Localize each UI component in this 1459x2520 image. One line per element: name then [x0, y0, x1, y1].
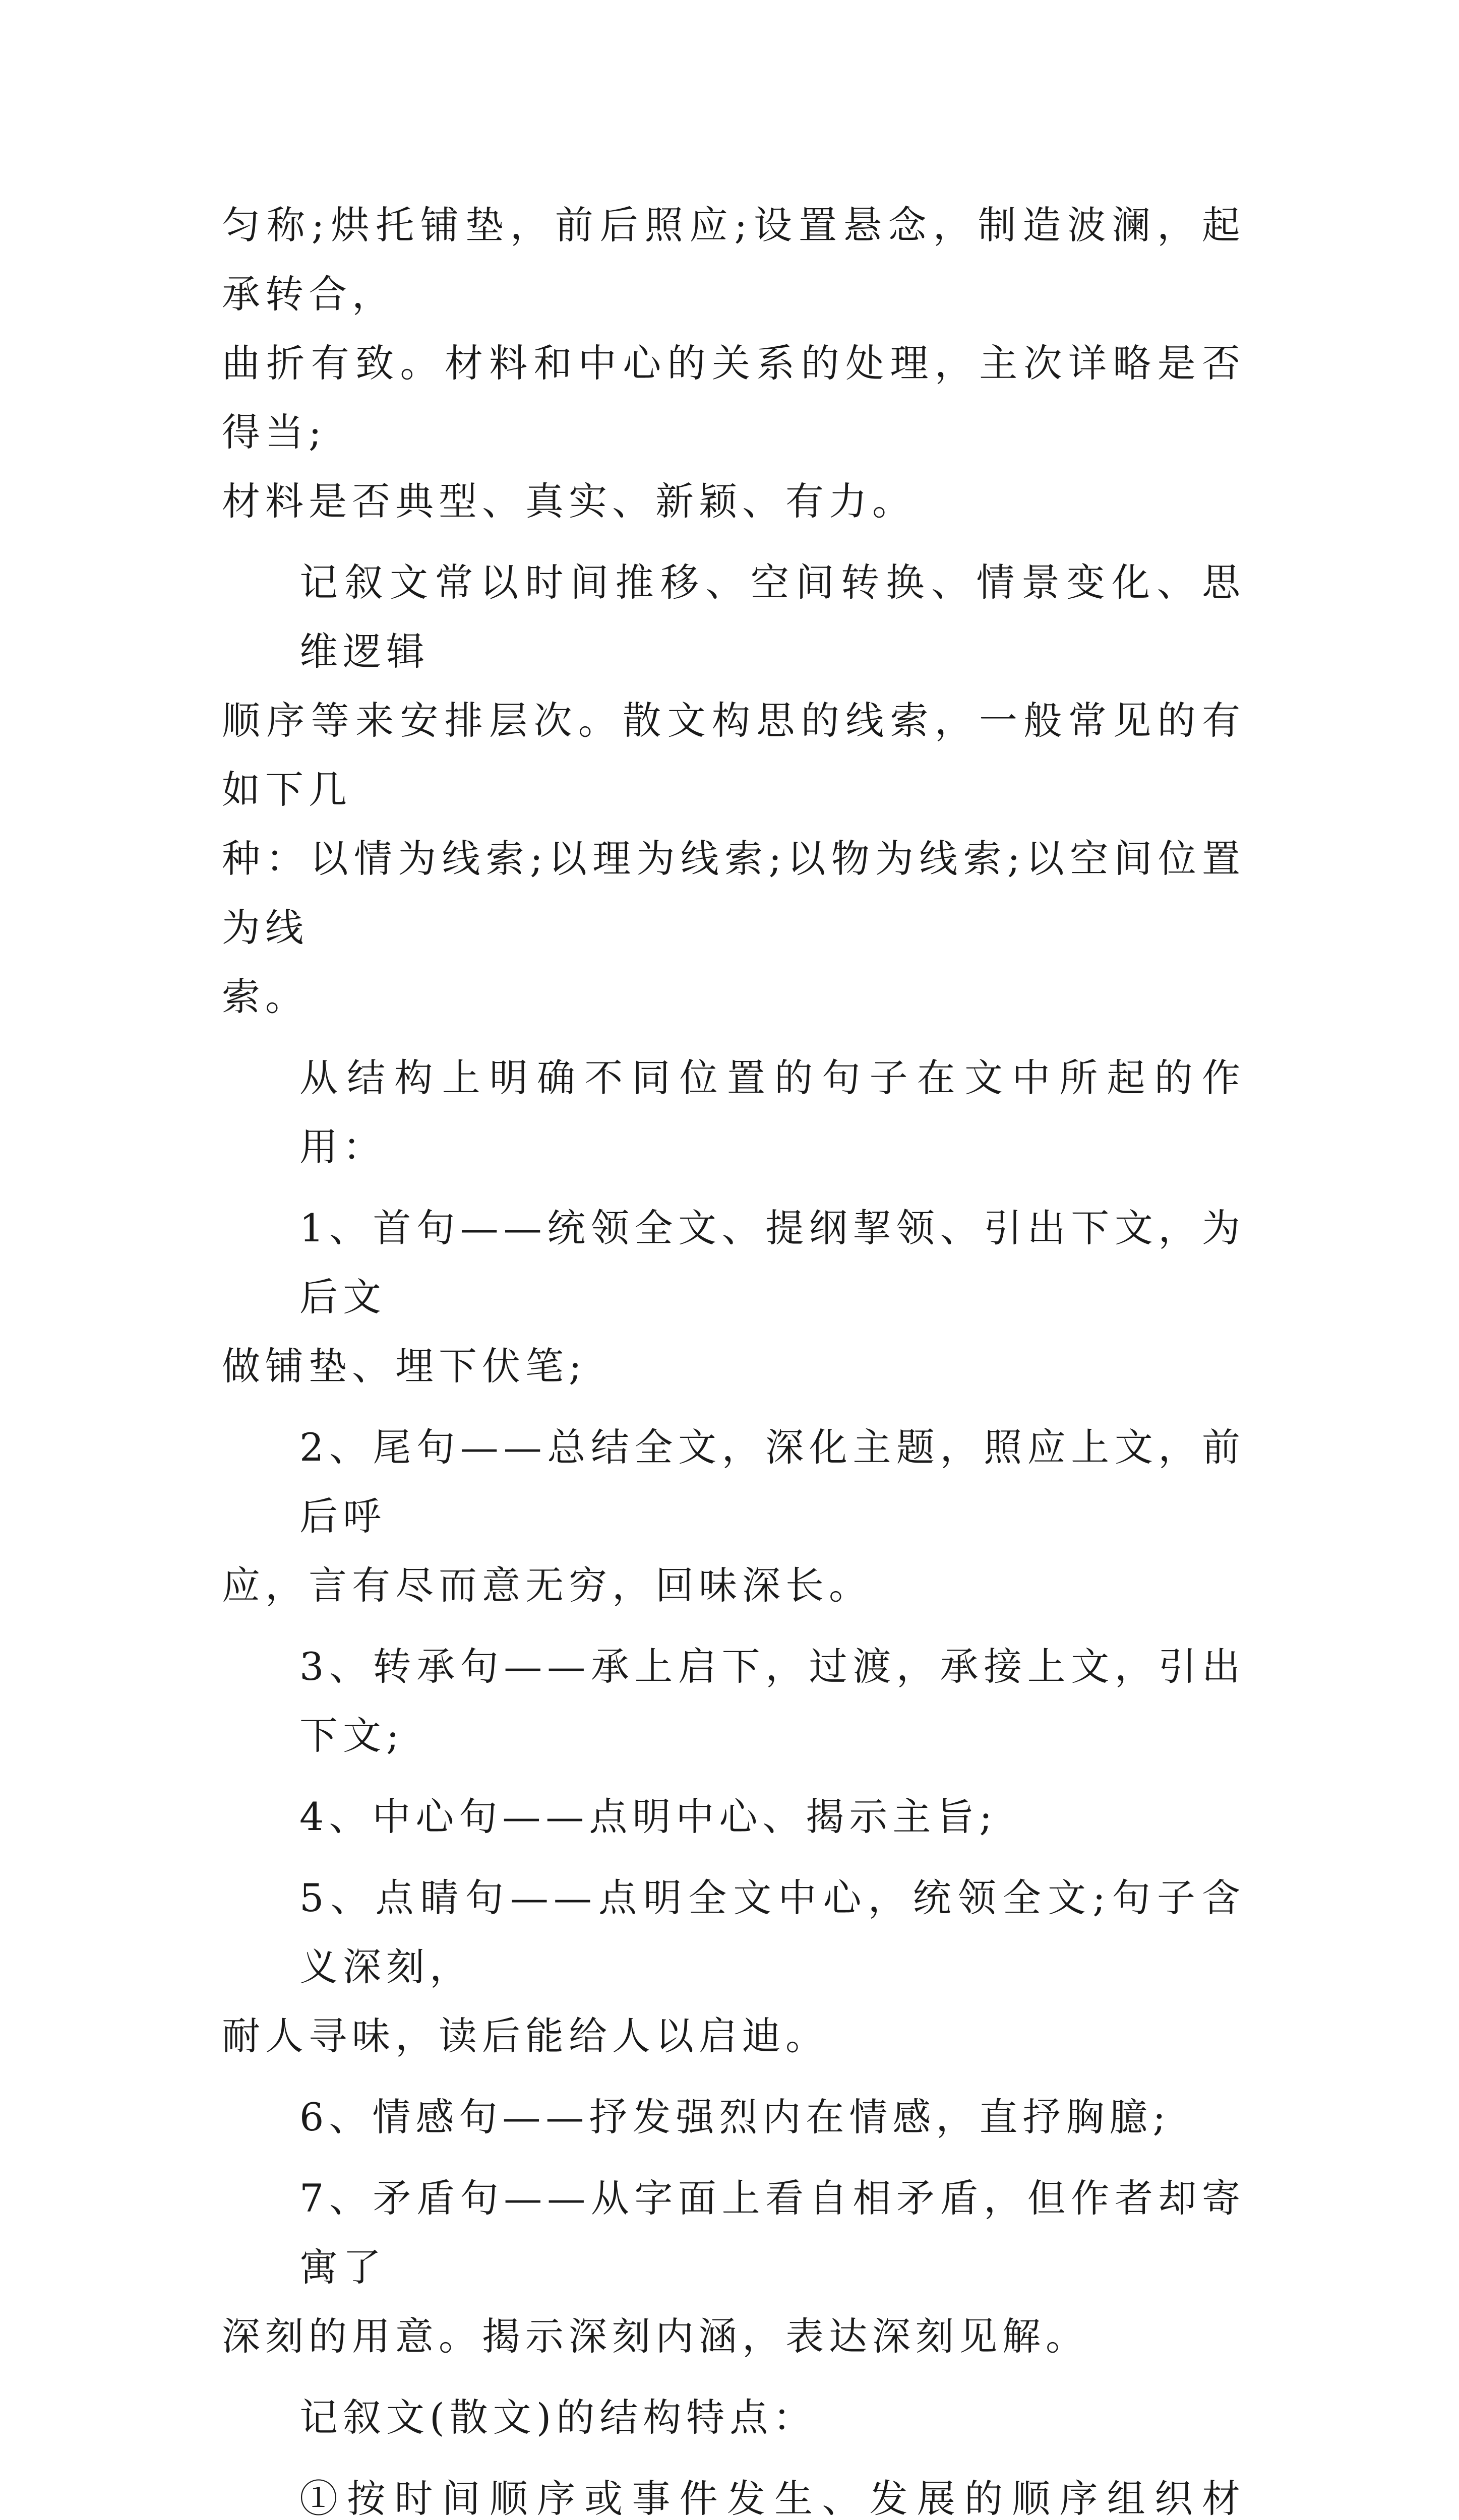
document-body — [222, 191, 1245, 2520]
text-line: 深刻的用意。揭示深刻内涵，表达深刻见解。 — [222, 2314, 1089, 2359]
text-line: 记叙文(散文)的结构特点： — [299, 2395, 817, 2440]
paragraph-11 — [222, 2383, 1245, 2452]
text-line: 从结构上明确不同位置的句子在文中所起的作用： — [299, 1055, 1245, 1169]
paragraph-2 — [222, 548, 1245, 1031]
text-line: 耐人寻味，读后能给人以启迪。 — [222, 2013, 829, 2058]
text-line: 做铺垫、埋下伏笔; — [222, 1344, 587, 1389]
paragraph-5 — [222, 1413, 1245, 1620]
text-line: 3、转承句——承上启下，过渡，承接上文，引出下文; — [299, 1644, 1245, 1758]
text-line: 材料是否典型、真实、新颖、有力。 — [222, 479, 916, 524]
paragraph-6 — [222, 1632, 1245, 1770]
paragraph-4 — [222, 1193, 1245, 1401]
text-line: 匀称;烘托铺垫，前后照应;设置悬念，制造波澜，起承转合， — [222, 203, 1245, 317]
text-line: 1、首句——统领全文、提纲挈领、引出下文，为后文 — [299, 1206, 1245, 1319]
paragraph-3 — [222, 1043, 1245, 1181]
paragraph-10 — [222, 2164, 1245, 2371]
text-line: 5、点睛句——点明全文中心，统领全文;句子含义深刻， — [299, 1875, 1245, 1989]
text-line: 顺序等来安排层次。散文构思的线索，一般常见的有如下几 — [222, 698, 1245, 812]
text-line: 曲折有致。材料和中心的关系的处理，主次详略是否得当; — [222, 341, 1245, 455]
paragraph-12 — [222, 2464, 1245, 2520]
text-line: 种：以情为线索;以理为线索;以物为线索;以空间位置为线 — [222, 836, 1245, 950]
text-line: 6、情感句——抒发强烈内在情感，直抒胸臆; — [299, 2095, 1171, 2139]
text-line: 应，言有尽而意无穷，回味深长。 — [222, 1563, 872, 1608]
paragraph-8 — [222, 1863, 1245, 2070]
text-line: ①按时间顺序或事件发生、发展的顺序组织材 — [299, 2476, 1245, 2520]
text-line: 4、中心句——点明中心、揭示主旨; — [299, 1794, 997, 1839]
paragraph-1 — [222, 191, 1245, 536]
text-line: 2、尾句——总结全文，深化主题，照应上文，前后呼 — [299, 1425, 1245, 1539]
text-line: 7、矛盾句——从字面上看自相矛盾，但作者却寄寓了 — [299, 2176, 1245, 2290]
paragraph-9 — [222, 2083, 1245, 2152]
text-line: 记叙文常以时间推移、空间转换、情景变化、思维逻辑 — [299, 560, 1245, 674]
paragraph-7 — [222, 1782, 1245, 1851]
text-line: 索。 — [222, 974, 309, 1019]
